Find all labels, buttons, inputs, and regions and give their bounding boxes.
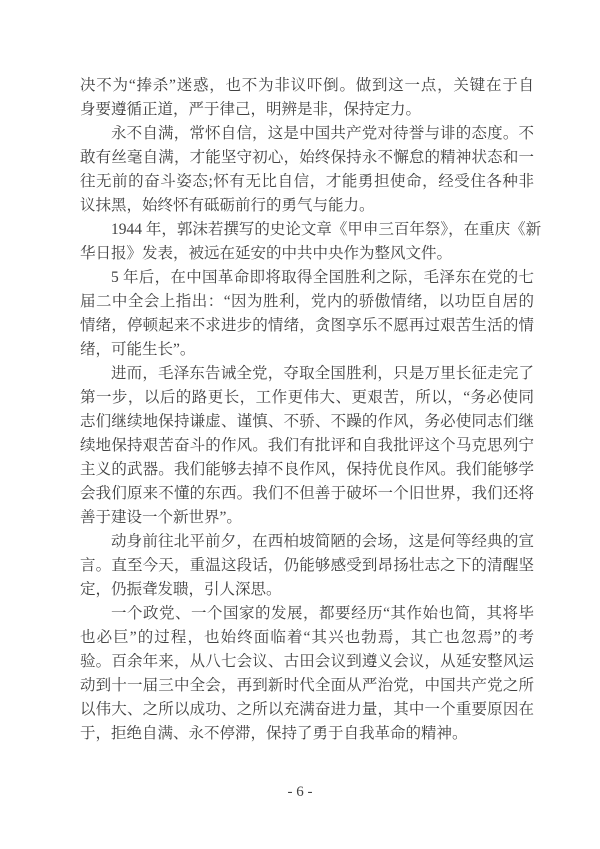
text-line: 绪，可能生长”。 [80, 341, 196, 358]
text-line: 也必巨”的过程，也始终面临着“其兴也勃焉，其亡也忽焉”的考 [80, 629, 534, 646]
text-line: 言。直至今天，重温这段话，仍能够感受到昂扬壮志之下的清醒坚 [80, 557, 534, 574]
text-line: 情绪，停顿起来不求进步的情绪，贪图享乐不愿再过艰苦生活的情 [80, 317, 534, 334]
text-line: 进而，毛泽东告诫全党，夺取全国胜利，只是万里长征走完了 [111, 365, 534, 382]
text-line: 验。百余年来，从八七会议、古田会议到遵义会议，从延安整风运 [80, 653, 534, 670]
text-line: 永不自满，常怀自信，这是中国共产党对待誉与诽的态度。不 [111, 125, 534, 142]
text-line: 续地保持艰苦奋斗的作风。我们有批评和自我批评这个马克思列宁 [80, 437, 534, 454]
text-line: 志们继续地保持谦虚、谨慎、不骄、不躁的作风，务必使同志们继 [80, 413, 534, 430]
text-line: 于，拒绝自满、永不停滞，保持了勇于自我革命的精神。 [80, 725, 468, 742]
text-line: 华日报》发表，被远在延安的中共中央作为整风文件。 [80, 245, 453, 262]
body-text [80, 74, 542, 746]
text-line: 敢有丝毫自满，才能坚守初心，始终保持永不懈怠的精神状态和一 [80, 149, 534, 166]
text-line: 善于建设一个新世界”。 [80, 509, 242, 526]
text-line: 届二中全会上指出：“因为胜利，党内的骄傲情绪，以功臣自居的 [80, 293, 534, 310]
page-number: - 6 - [287, 784, 313, 800]
text-line: 1944 年，郭沫若撰写的史论文章《甲申三百年祭》，在重庆《新 [111, 221, 542, 238]
text-line: 往无前的奋斗姿态;怀有无比自信，才能勇担使命，经受住各种非 [80, 173, 534, 190]
text-line: 主义的武器。我们能够去掉不良作风，保持优良作风。我们能够学 [80, 461, 534, 478]
text-line: 会我们原来不懂的东西。我们不但善于破坏一个旧世界，我们还将 [80, 485, 534, 502]
text-line: 以伟大、之所以成功、之所以充满奋进力量，其中一个重要原因在 [80, 701, 534, 718]
text-line: 动到十一届三中全会，再到新时代全面从严治党，中国共产党之所 [80, 677, 534, 694]
text-line: 5 年后，在中国革命即将取得全国胜利之际，毛泽东在党的七 [111, 269, 534, 286]
text-line: 身要遵循正道，严于律己，明辨是非，保持定力。 [80, 101, 422, 118]
text-line: 决不为“捧杀”迷惑，也不为非议吓倒。做到这一点，关键在于自 [80, 77, 534, 94]
text-line: 定，仍振聋发聩，引人深思。 [80, 581, 282, 598]
text-line: 动身前往北平前夕，在西柏坡简陋的会场，这是何等经典的宣 [111, 533, 534, 550]
text-line: 一个政党、一个国家的发展，都要经历“其作始也简，其将毕 [111, 605, 534, 622]
text-line: 第一步，以后的路更长，工作更伟大、更艰苦，所以，“务必使同 [80, 389, 534, 406]
text-line: 议抹黑，始终怀有砥砺前行的勇气与能力。 [80, 197, 375, 214]
